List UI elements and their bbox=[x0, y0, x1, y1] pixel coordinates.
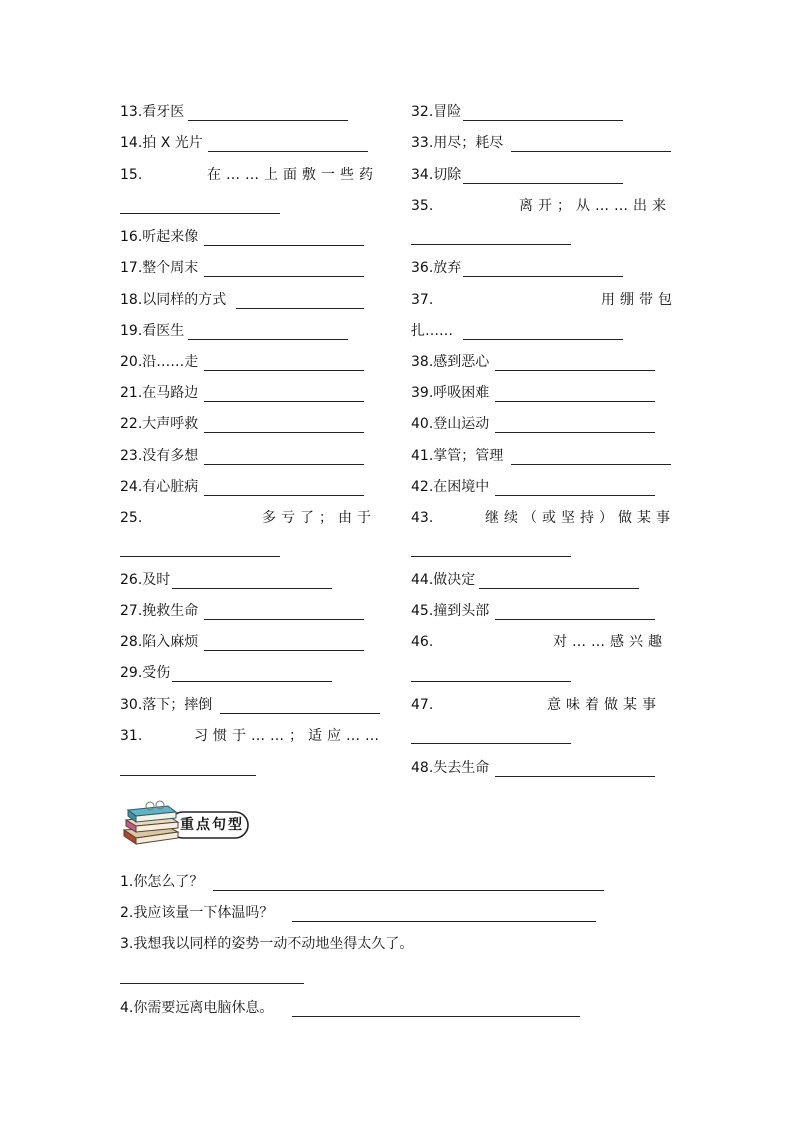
answer-line[interactable] bbox=[204, 245, 364, 246]
answer-line[interactable] bbox=[511, 464, 671, 465]
item-number: 34. bbox=[411, 167, 434, 183]
item-number: 18. bbox=[120, 292, 143, 308]
item-text: 没有多想 bbox=[142, 448, 199, 464]
vocab-item-41 bbox=[411, 446, 503, 466]
answer-line[interactable] bbox=[204, 464, 364, 465]
item-number: 38. bbox=[411, 354, 434, 370]
item-text: 在困境中 bbox=[433, 479, 490, 495]
sentence-2: 2.我应该量一下体温吗？ bbox=[120, 905, 274, 921]
vocab-item-18 bbox=[120, 290, 226, 310]
vocab-item-19 bbox=[120, 321, 184, 341]
answer-line[interactable] bbox=[208, 151, 368, 152]
item-text: 对……感兴趣 bbox=[553, 634, 667, 650]
item-text: 切除 bbox=[433, 167, 462, 183]
answer-line[interactable] bbox=[292, 1016, 580, 1017]
item-number: 22. bbox=[120, 416, 143, 432]
item-text: 离开；从……出来 bbox=[519, 198, 671, 214]
item-text: 整个周末 bbox=[142, 260, 199, 276]
answer-line[interactable] bbox=[120, 213, 280, 214]
vocab-item-29 bbox=[120, 663, 170, 683]
item-number: 36. bbox=[411, 260, 434, 276]
item-text: 呼吸困难 bbox=[433, 385, 490, 401]
vocab-item-44 bbox=[411, 570, 475, 590]
vocab-item-46 bbox=[411, 632, 433, 652]
item-text: 看牙医 bbox=[142, 104, 185, 120]
vocab-item-45 bbox=[411, 601, 489, 621]
answer-line[interactable] bbox=[204, 650, 364, 651]
item-number: 29. bbox=[120, 665, 143, 681]
answer-line[interactable] bbox=[479, 588, 639, 589]
item-text: 掌管；管理 bbox=[433, 448, 504, 464]
answer-line[interactable] bbox=[236, 308, 364, 309]
item-text: 大声呼救 bbox=[142, 416, 199, 432]
item-text: 用绷带包 bbox=[601, 292, 677, 308]
item-text: 多亏了；由于 bbox=[262, 510, 376, 526]
answer-line[interactable] bbox=[120, 983, 304, 984]
item-number: 25. bbox=[120, 510, 143, 526]
item-number: 28. bbox=[120, 634, 143, 650]
vocab-item-21 bbox=[120, 383, 198, 403]
answer-line[interactable] bbox=[411, 743, 571, 744]
item-number: 26. bbox=[120, 572, 143, 588]
item-text: 登山运动 bbox=[433, 416, 490, 432]
vocab-item-25 bbox=[120, 508, 142, 528]
answer-line[interactable] bbox=[495, 619, 655, 620]
item-text: 挽救生命 bbox=[142, 603, 199, 619]
item-number: 20. bbox=[120, 354, 143, 370]
vocab-item-28 bbox=[120, 632, 198, 652]
answer-line[interactable] bbox=[120, 775, 256, 776]
vocab-item-24 bbox=[120, 477, 198, 497]
item-text: 看医生 bbox=[142, 323, 185, 339]
vocab-item-22 bbox=[120, 414, 198, 434]
vocab-item-36 bbox=[411, 258, 461, 278]
vocab-item-13 bbox=[120, 102, 184, 122]
item-number: 30. bbox=[120, 697, 143, 713]
vocab-item-47 bbox=[411, 695, 433, 715]
item-text: 冒险 bbox=[433, 104, 462, 120]
item-number: 46. bbox=[411, 634, 434, 650]
vocab-item-43 bbox=[411, 508, 433, 528]
answer-line[interactable] bbox=[172, 588, 332, 589]
item-text: 及时 bbox=[142, 572, 171, 588]
answer-line[interactable] bbox=[411, 556, 571, 557]
item-number: 39. bbox=[411, 385, 434, 401]
item-text: 落下；摔倒 bbox=[142, 697, 213, 713]
answer-line[interactable] bbox=[463, 183, 623, 184]
vocab-item-38 bbox=[411, 352, 489, 372]
sentence-3: 3.我想我以同样的姿势一动不动地坐得太久了。 bbox=[120, 936, 414, 952]
answer-line[interactable] bbox=[204, 619, 364, 620]
answer-line[interactable] bbox=[463, 339, 623, 340]
item-text: 以同样的方式 bbox=[142, 292, 227, 308]
vocab-item-48 bbox=[411, 758, 489, 778]
answer-line[interactable] bbox=[495, 495, 655, 496]
item-number: 44. bbox=[411, 572, 434, 588]
answer-line[interactable] bbox=[411, 244, 571, 245]
item-text: 感到恶心 bbox=[433, 354, 490, 370]
item-number: 47. bbox=[411, 697, 434, 713]
item-text: 意味着做某事 bbox=[547, 697, 661, 713]
sentence-4: 4.你需要远离电脑休息。 bbox=[120, 1000, 274, 1016]
item-number: 31. bbox=[120, 728, 143, 744]
item-text: 在马路边 bbox=[142, 385, 199, 401]
answer-line[interactable] bbox=[204, 370, 364, 371]
vocab-item-15 bbox=[120, 165, 142, 185]
vocab-item-32 bbox=[411, 102, 461, 122]
vocab-item-42 bbox=[411, 477, 489, 497]
answer-line[interactable] bbox=[495, 370, 655, 371]
item-text: 陷入麻烦 bbox=[142, 634, 199, 650]
item-number: 33. bbox=[411, 135, 434, 151]
section-title: 重点句型 bbox=[180, 817, 244, 833]
answer-line[interactable] bbox=[292, 921, 596, 922]
item-number: 15. bbox=[120, 167, 143, 183]
item-number: 14. bbox=[120, 135, 143, 151]
item-number: 17. bbox=[120, 260, 143, 276]
item-text: 习惯于……；适应…… bbox=[194, 728, 384, 744]
vocab-item-34 bbox=[411, 165, 461, 185]
vocab-item-27 bbox=[120, 601, 198, 621]
item-number: 37. bbox=[411, 292, 434, 308]
item-text: 做决定 bbox=[433, 572, 476, 588]
item-number: 42. bbox=[411, 479, 434, 495]
sentence-1: 1.你怎么了？ bbox=[120, 874, 204, 890]
answer-line[interactable] bbox=[204, 495, 364, 496]
item-text: 撞到头部 bbox=[433, 603, 490, 619]
answer-line[interactable] bbox=[411, 681, 571, 682]
item-number: 27. bbox=[120, 603, 143, 619]
item-number: 45. bbox=[411, 603, 434, 619]
item-text: 受伤 bbox=[142, 665, 171, 681]
answer-line[interactable] bbox=[204, 276, 364, 277]
item-text: 用尽；耗尽 bbox=[433, 135, 504, 151]
item-number: 40. bbox=[411, 416, 434, 432]
vocab-item-39 bbox=[411, 383, 489, 403]
vocab-item-14 bbox=[120, 133, 203, 153]
answer-line[interactable] bbox=[204, 401, 364, 402]
item-number: 19. bbox=[120, 323, 143, 339]
answer-line[interactable] bbox=[204, 432, 364, 433]
vocab-item-16 bbox=[120, 227, 198, 247]
vocab-item-20 bbox=[120, 352, 198, 372]
item-number: 43. bbox=[411, 510, 434, 526]
answer-line[interactable] bbox=[213, 890, 604, 891]
item-text: 听起来像 bbox=[142, 229, 199, 245]
item-text: 拍 X 光片 bbox=[142, 135, 203, 151]
vocab-item-23 bbox=[120, 446, 198, 466]
item-number: 23. bbox=[120, 448, 143, 464]
vocab-item-17 bbox=[120, 258, 198, 278]
item-text: 沿……走 bbox=[142, 354, 199, 370]
item-number: 32. bbox=[411, 104, 434, 120]
item-text-continued: 扎…… bbox=[411, 323, 453, 339]
vocab-item-33 bbox=[411, 133, 503, 153]
answer-line[interactable] bbox=[188, 120, 348, 121]
vocab-item-37 bbox=[411, 290, 433, 310]
answer-line[interactable] bbox=[172, 681, 332, 682]
item-text: 继续（或坚持）做某事 bbox=[485, 510, 675, 526]
answer-line[interactable] bbox=[495, 432, 655, 433]
item-number: 48. bbox=[411, 760, 434, 776]
answer-line[interactable] bbox=[463, 276, 623, 277]
item-text: 失去生命 bbox=[433, 760, 490, 776]
item-number: 13. bbox=[120, 104, 143, 120]
vocab-item-40 bbox=[411, 414, 489, 434]
vocab-item-30 bbox=[120, 695, 212, 715]
answer-line[interactable] bbox=[120, 556, 280, 557]
section-header-badge bbox=[122, 800, 252, 846]
answer-line[interactable] bbox=[463, 120, 623, 121]
item-number: 21. bbox=[120, 385, 143, 401]
item-text: 在……上面敷一些药 bbox=[207, 167, 378, 183]
answer-line[interactable] bbox=[511, 151, 671, 152]
vocab-item-31 bbox=[120, 726, 142, 746]
answer-line[interactable] bbox=[495, 776, 655, 777]
item-text: 有心脏病 bbox=[142, 479, 199, 495]
vocab-item-26 bbox=[120, 570, 170, 590]
item-number: 41. bbox=[411, 448, 434, 464]
item-number: 16. bbox=[120, 229, 143, 245]
answer-line[interactable] bbox=[220, 713, 380, 714]
answer-line[interactable] bbox=[188, 339, 348, 340]
item-number: 35. bbox=[411, 198, 434, 214]
item-number: 24. bbox=[120, 479, 143, 495]
item-text: 放弃 bbox=[433, 260, 462, 276]
vocab-item-35 bbox=[411, 196, 433, 216]
answer-line[interactable] bbox=[495, 401, 655, 402]
